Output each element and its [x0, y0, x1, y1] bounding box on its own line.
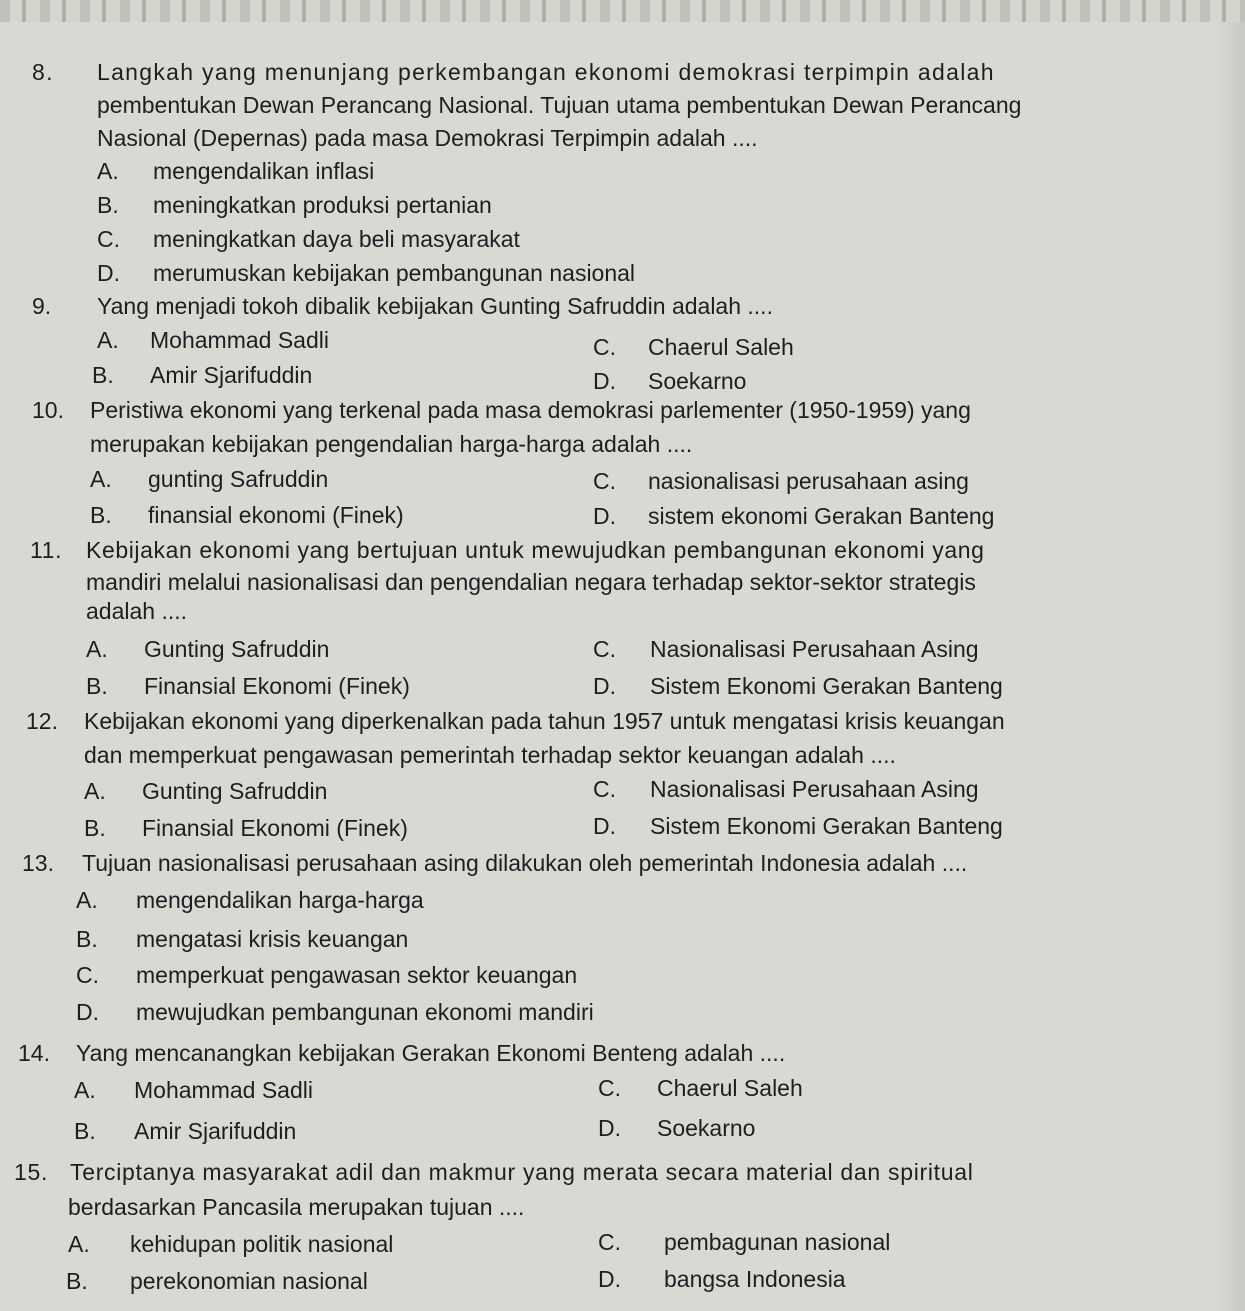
option-text: kehidupan politik nasional [130, 1231, 394, 1257]
option-letter: A. [76, 887, 98, 913]
question-text: mandiri melalui nasionalisasi dan pengendalian negara terhadap sektor-sektor strategis [86, 569, 976, 595]
option-text: Nasionalisasi Perusahaan Asing [650, 776, 979, 802]
option-letter: C. [598, 1075, 621, 1101]
option-letter: A. [86, 636, 108, 662]
question-number: 13. [22, 850, 54, 876]
question-number: 11. [30, 537, 63, 563]
option-letter: D. [76, 999, 99, 1025]
option-letter: C. [593, 776, 616, 802]
question-number: 14. [18, 1040, 50, 1066]
option-text: Amir Sjarifuddin [134, 1118, 297, 1144]
option-text: perekonomian nasional [130, 1268, 368, 1294]
option-text: mengendalikan harga-harga [136, 887, 424, 913]
option-letter: B. [97, 192, 119, 218]
option-letter: B. [86, 673, 108, 699]
option-letter: A. [90, 466, 112, 492]
option-text: Chaerul Saleh [648, 334, 794, 360]
option-text: sistem ekonomi Gerakan Banteng [648, 503, 995, 529]
question-text: Yang menjadi tokoh dibalik kebijakan Gunting Safruddin adalah .... [97, 293, 773, 319]
question-number: 8. [32, 59, 54, 85]
option-letter: B. [92, 362, 114, 388]
option-letter: D. [593, 673, 616, 699]
option-text: Finansial Ekonomi (Finek) [142, 815, 408, 841]
question-number: 15. [14, 1159, 49, 1185]
option-text: Nasionalisasi Perusahaan Asing [650, 636, 979, 662]
option-letter: C. [97, 226, 120, 252]
question-number: 10. [32, 397, 64, 423]
option-letter: A. [97, 327, 119, 353]
option-letter: B. [66, 1268, 88, 1294]
option-text: meningkatkan daya beli masyarakat [153, 226, 520, 252]
question-number: 12. [26, 708, 58, 734]
option-letter: B. [74, 1118, 96, 1144]
option-text: nasionalisasi perusahaan asing [648, 468, 969, 494]
option-text: merumuskan kebijakan pembangunan nasional [153, 260, 636, 286]
question-text: merupakan kebijakan pengendalian harga-harga adalah .... [90, 431, 693, 457]
option-text: finansial ekonomi (Finek) [148, 502, 404, 528]
option-letter: C. [76, 962, 99, 988]
option-letter: A. [84, 778, 106, 804]
option-letter: B. [76, 926, 98, 952]
question-text: Kebijakan ekonomi yang diperkenalkan pada tahun 1957 untuk mengatasi krisis keuangan [84, 708, 1005, 734]
option-letter: D. [593, 503, 616, 529]
question-text: Tujuan nasionalisasi perusahaan asing dilakukan oleh pemerintah Indonesia adalah .... [82, 850, 968, 876]
question-text: Langkah yang menunjang perkembangan ekonomi demokrasi terpimpin adalah [97, 59, 995, 85]
question-text: Nasional (Depernas) pada masa Demokrasi Terpimpin adalah .... [97, 125, 758, 151]
option-text: Gunting Safruddin [142, 778, 328, 804]
option-letter: C. [593, 468, 616, 494]
option-text: Soekarno [648, 368, 747, 394]
question-number: 9. [32, 293, 52, 319]
option-text: memperkuat pengawasan sektor keuangan [136, 962, 578, 988]
option-letter: C. [593, 636, 616, 662]
option-text: Sistem Ekonomi Gerakan Banteng [650, 813, 1003, 839]
option-letter: A. [97, 158, 119, 184]
option-letter: A. [74, 1077, 96, 1103]
option-letter: C. [598, 1229, 621, 1255]
question-text: berdasarkan Pancasila merupakan tujuan .... [68, 1194, 525, 1220]
question-text: pembentukan Dewan Perancang Nasional. Tujuan utama pembentukan Dewan Perancang [97, 92, 1022, 118]
option-text: bangsa Indonesia [664, 1266, 846, 1292]
option-text: Mohammad Sadli [134, 1077, 313, 1103]
option-letter: D. [598, 1115, 621, 1141]
option-letter: B. [84, 815, 106, 841]
question-text: Peristiwa ekonomi yang terkenal pada masa demokrasi parlementer (1950-1959) yang [90, 397, 971, 423]
option-letter: D. [593, 813, 616, 839]
option-text: Soekarno [657, 1115, 756, 1141]
option-letter: D. [97, 260, 120, 286]
option-text: mengendalikan inflasi [153, 158, 375, 184]
option-text: Sistem Ekonomi Gerakan Banteng [650, 673, 1003, 699]
option-text: meningkatkan produksi pertanian [153, 192, 492, 218]
option-text: Chaerul Saleh [657, 1075, 803, 1101]
question-text: dan memperkuat pengawasan pemerintah terhadap sektor keuangan adalah .... [84, 742, 896, 768]
option-letter: D. [593, 368, 616, 394]
question-text: Kebijakan ekonomi yang bertujuan untuk mewujudkan pembangunan ekonomi yang [86, 537, 985, 563]
option-letter: C. [593, 334, 616, 360]
question-text: Terciptanya masyarakat adil dan makmur yang merata secara material dan spiritual [70, 1159, 974, 1185]
option-letter: A. [68, 1231, 90, 1257]
option-text: gunting Safruddin [148, 466, 329, 492]
question-text: Yang mencanangkan kebijakan Gerakan Ekonomi Benteng adalah .... [76, 1040, 786, 1066]
option-letter: B. [90, 502, 112, 528]
option-letter: D. [598, 1266, 621, 1292]
option-text: mewujudkan pembangunan ekonomi mandiri [136, 999, 594, 1025]
option-text: Finansial Ekonomi (Finek) [144, 673, 410, 699]
option-text: Mohammad Sadli [150, 327, 329, 353]
question-text: adalah .... [86, 598, 188, 624]
option-text: mengatasi krisis keuangan [136, 926, 409, 952]
option-text: pembagunan nasional [664, 1229, 891, 1255]
option-text: Gunting Safruddin [144, 636, 330, 662]
option-text: Amir Sjarifuddin [150, 362, 313, 388]
